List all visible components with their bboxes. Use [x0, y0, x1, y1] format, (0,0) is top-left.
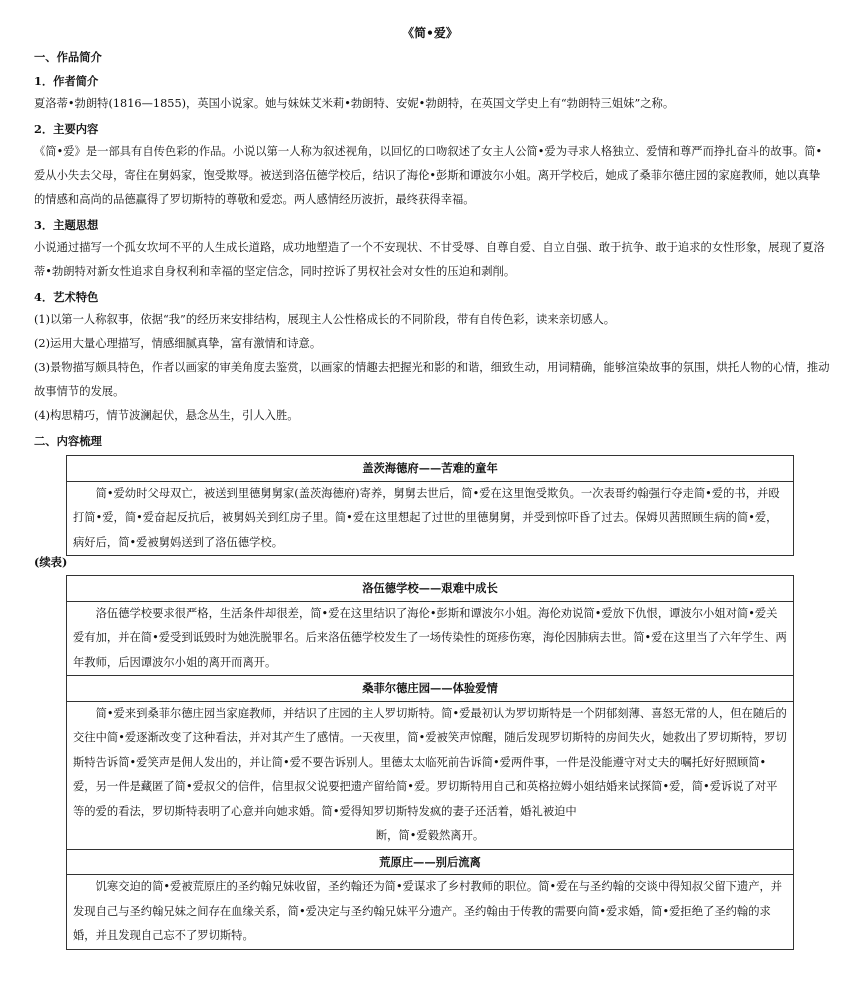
outline-table-2 — [66, 575, 794, 950]
author-paragraph: 夏洛蒂•勃朗特(1816—1855)，英国小说家。她与妹妹艾米莉•勃朗特、安妮•勃朗特，在英国文学史上有“勃朗特三姐妹”之称。 — [34, 97, 675, 110]
table-head-thornfield: 桑菲尔德庄园——体验爱情 — [67, 676, 794, 702]
section-heading-intro: 一、作品简介 — [34, 50, 102, 64]
table-body-gateshead: 简•爱幼时父母双亡，被送到里德舅舅家(盖茨海德府)寄养，舅舅去世后，简•爱在这里饱受欺负。一次表哥约翰强行夺走简•爱的书，并殴打简•爱，简•爱奋起反抗后，被舅妈关到红房子里。简•爱在这里想起了过世的里德舅舅，并受到惊吓昏了过去。保姆贝茜照顾生病的简•爱，病好后，简•爱被舅妈送到了洛伍德学校。 — [67, 481, 794, 556]
document-title: 《简•爱》 — [402, 26, 458, 40]
section-heading-outline: 二、内容梳理 — [34, 434, 102, 448]
table-head-moorhouse: 荒原庄——别后流离 — [67, 849, 794, 875]
theme-paragraph: 小说通过描写一个孤女坎坷不平的人生成长道路，成功地塑造了一个不安现状、不甘受辱、自尊自爱、自立自强、敢于抗争、敢于追求的女性形象，展现了夏洛蒂•勃朗特对新女性追求自身权利和幸福的坚定信念，同时控诉了男权社会对女性的压迫和剥削。 — [34, 241, 825, 278]
table-head-lowood: 洛伍德学校——艰难中成长 — [67, 576, 794, 602]
subheading-content: 2．主要内容 — [34, 122, 99, 136]
subheading-theme: 3．主题思想 — [34, 218, 99, 232]
thornfield-text: 简•爱来到桑菲尔德庄园当家庭教师，并结识了庄园的主人罗切斯特。简•爱最初认为罗切斯特是一个阴郁刻薄、喜怒无常的人，但在随后的交往中简•爱逐渐改变了这种看法，并对其产生了感情。一天夜里，简•爱被笑声惊醒，随后发现罗切斯特的房间失火，她救出了罗切斯特，罗切斯特告诉简•爱笑声是佣人发出的，并让简•爱不要告诉别人。里德太太临死前告诉简•爱两件事，一件是没能遵守对丈夫的嘱托好好照顾简•爱，另一件是藏匿了简•爱叔父的信件，信里叔父说要把遗产留给简•爱。罗切斯特用自己和英格拉姆小姐结婚来试探简•爱，简•爱诉说了对平等的爱的看法，罗切斯特表明了心意并向她求婚。简•爱得知罗切斯特发疯的妻子还活着，婚礼被迫中 — [73, 706, 787, 818]
outline-table-1 — [66, 455, 794, 556]
art-feature-3: (3)景物描写颇具特色，作者以画家的审美角度去鉴赏，以画家的情趣去把握光和影的和谐，细致生动，用词精确，能够渲染故事的氛围，烘托人物的心情，推动故事情节的发展。 — [34, 361, 830, 398]
continued-label: (续表) — [34, 555, 68, 569]
art-feature-1: (1)以第一人称叙事，依据“我”的经历来安排结构，展现主人公性格成长的不同阶段，带有自传色彩，读来亲切感人。 — [34, 313, 616, 326]
art-feature-4: (4)构思精巧，情节波澜起伏，悬念丛生，引人入胜。 — [34, 409, 299, 422]
table-body-lowood: 洛伍德学校要求很严格，生活条件却很差，简•爱在这里结识了海伦•彭斯和谭波尔小姐。海伦劝说简•爱放下仇恨，谭波尔小姐对简•爱关爱有加，并在简•爱受到诋毁时为她洗脱罪名。后来洛伍德学校发生了一场传染性的斑疹伤寒，海伦因肺病去世。简•爱在这里当了六年学生、两年教师，后因谭波尔小姐的离开而离开。 — [67, 601, 794, 676]
subheading-art: 4．艺术特色 — [34, 290, 99, 304]
table-body-moorhouse: 饥寒交迫的简•爱被荒原庄的圣约翰兄妹收留，圣约翰还为简•爱谋求了乡村教师的职位。简•爱在与圣约翰的交谈中得知叔父留下遗产，并发现自己与圣约翰兄妹之间存在血缘关系，简•爱决定与圣约翰兄妹平分遗产。圣约翰由于传教的需要向简•爱求婚，简•爱拒绝了圣约翰的求婚，并且发现自己忘不了罗切斯特。 — [67, 875, 794, 950]
table-head-gateshead: 盖茨海德府——苦难的童年 — [67, 456, 794, 482]
art-feature-2: (2)运用大量心理描写，情感细腻真挚，富有激情和诗意。 — [34, 337, 322, 350]
thornfield-text-tail: 断，简•爱毅然离开。 — [375, 829, 485, 842]
subheading-author: 1．作者简介 — [34, 74, 99, 88]
content-paragraph: 《简•爱》是一部具有自传色彩的作品。小说以第一人称为叙述视角，以回忆的口吻叙述了女主人公简•爱为寻求人格独立、爱情和尊严而挣扎奋斗的故事。简•爱从小失去父母，寄住在舅妈家，饱受欺辱。被送到洛伍德学校后，结识了海伦•彭斯和谭波尔小姐。离开学校后，她成了桑菲尔德庄园的家庭教师，她以真挚的情感和高尚的品德赢得了罗切斯特的尊敬和爱恋。两人感情经历波折，最终获得幸福。 — [34, 145, 823, 206]
table-body-thornfield — [67, 701, 794, 849]
